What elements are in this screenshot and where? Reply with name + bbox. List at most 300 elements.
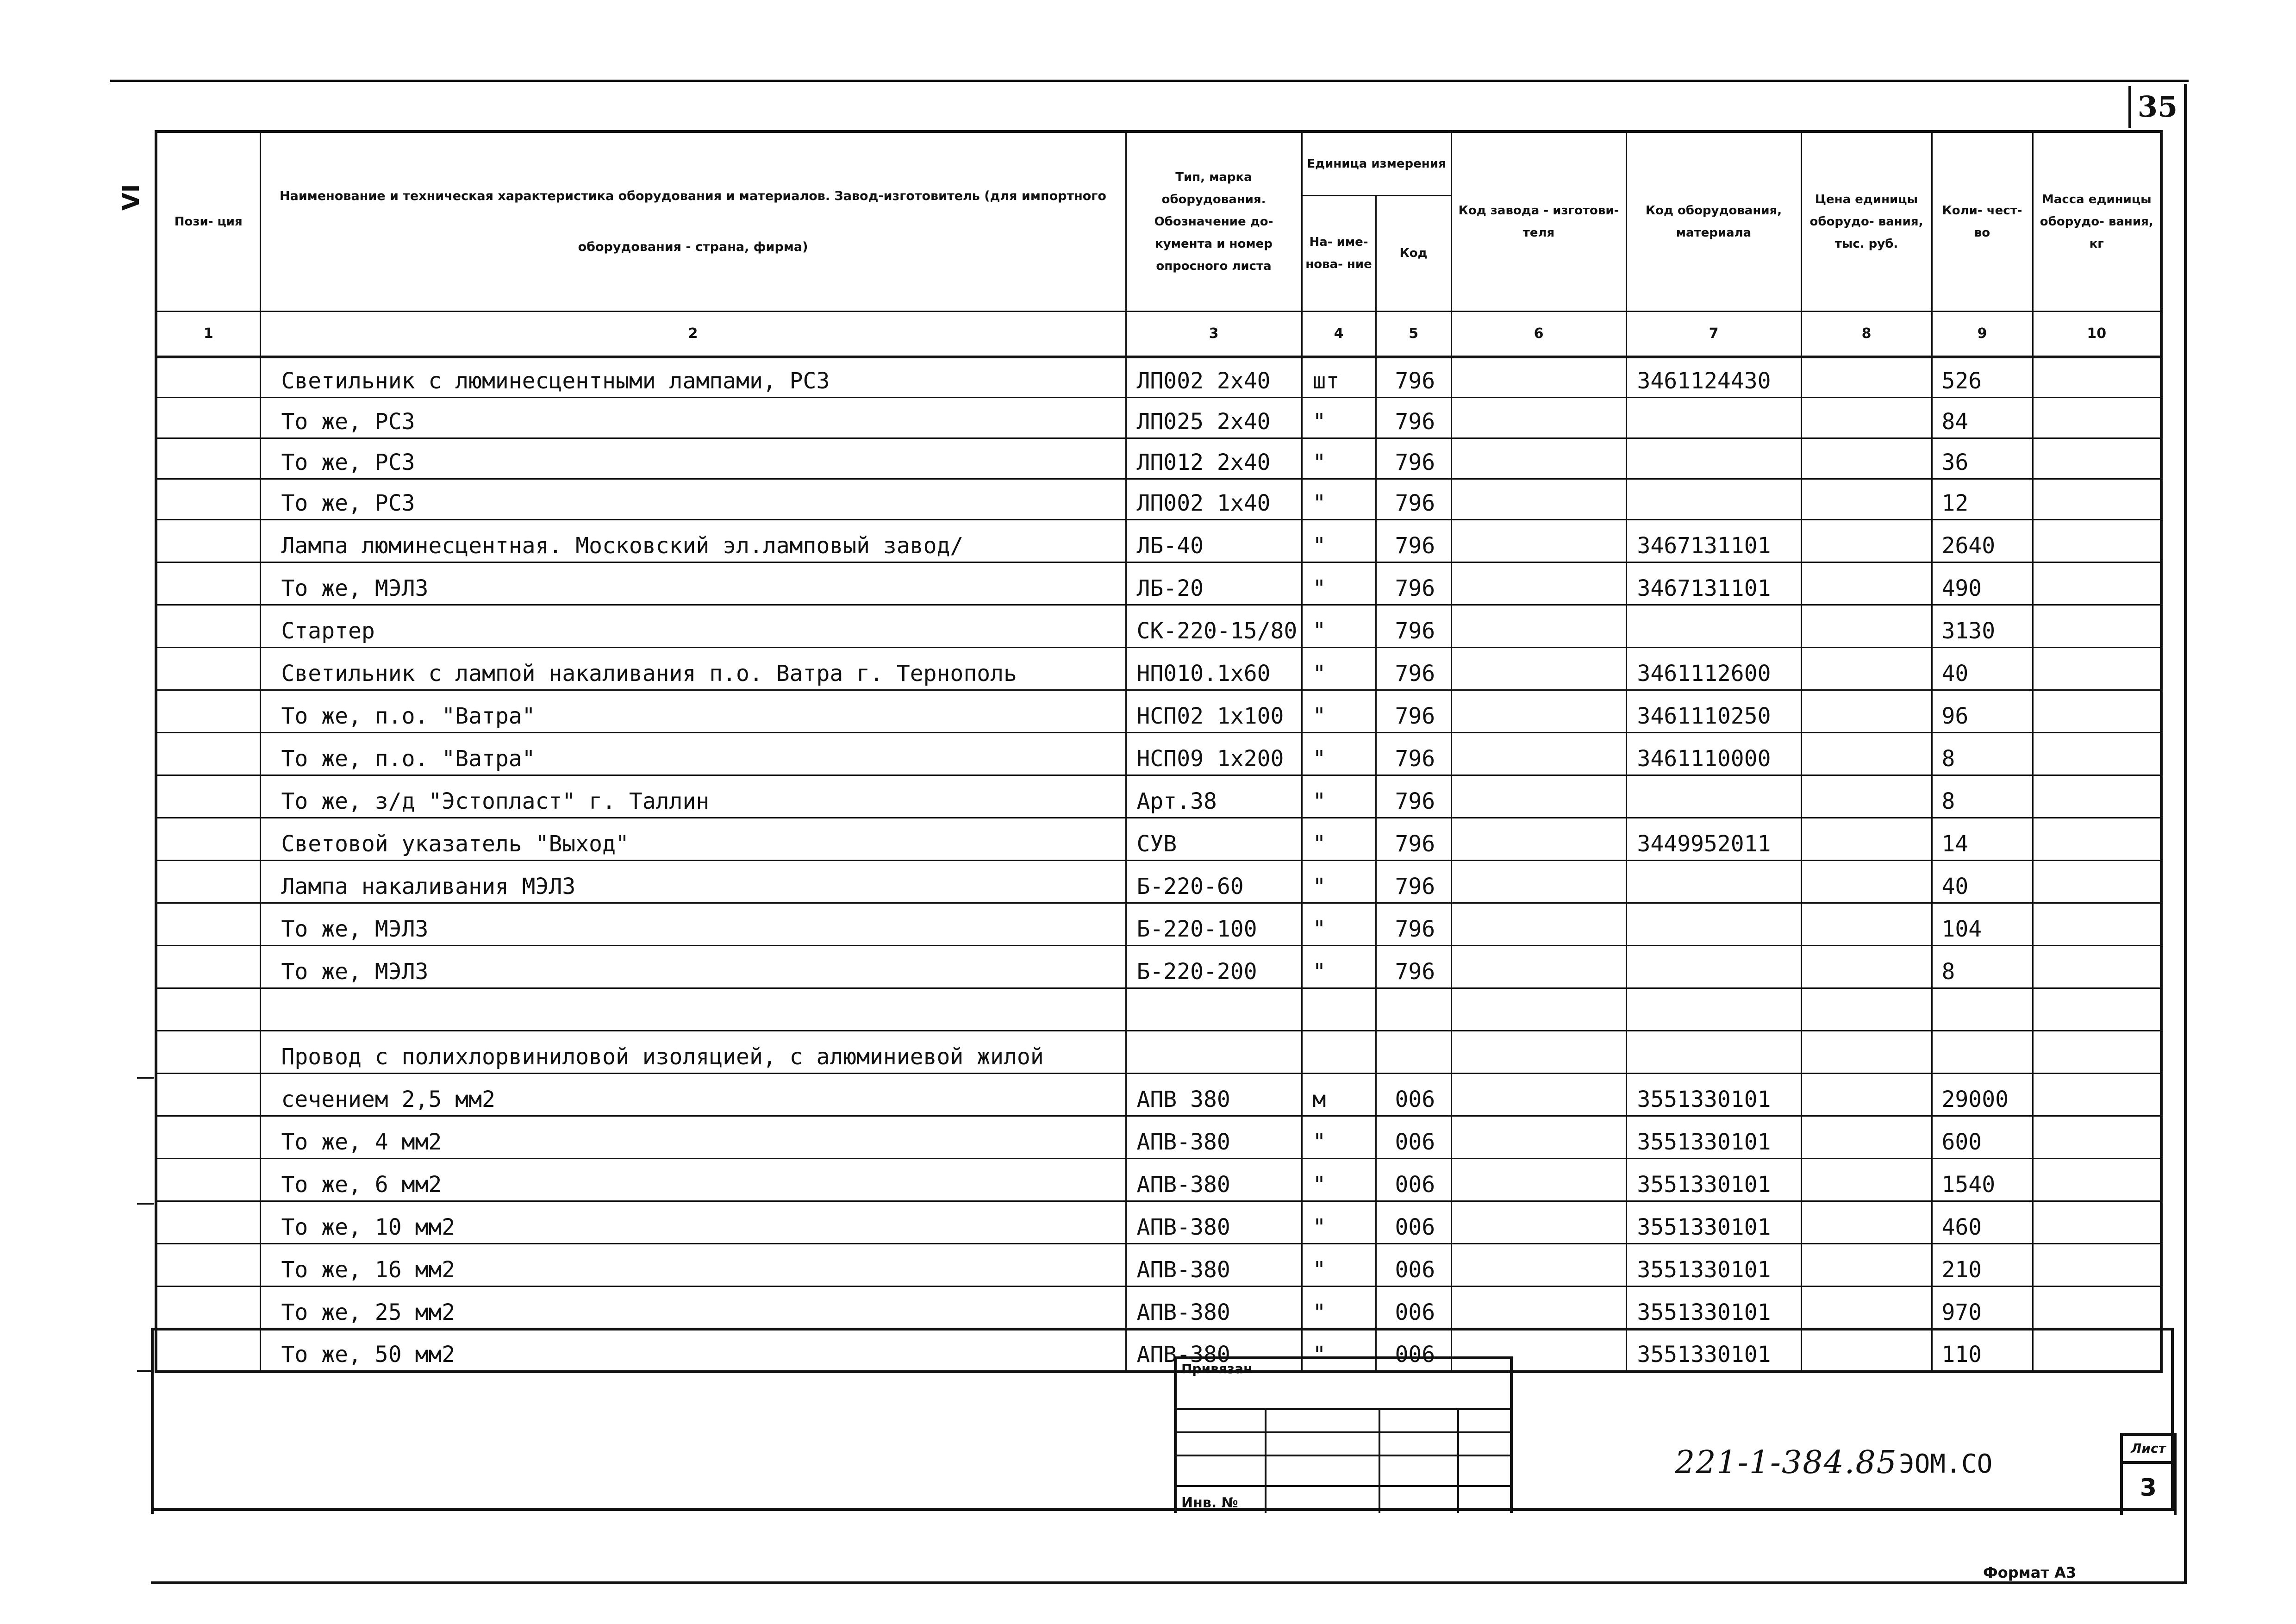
cell-name: Светильник с люминесцентными лампами, РСЗ [260,357,1126,398]
cell-name: То же, п.о. "Ватра" [260,690,1126,733]
stamp-line [1457,1408,1459,1513]
cell-equipment-code [1626,988,1801,1031]
cell-quantity [1932,988,2033,1031]
cell-mass [2033,1287,2161,1329]
cell-type: АПВ-380 [1126,1159,1302,1201]
cell-unit-name: " [1302,903,1376,946]
cell-equipment-code: 3551330101 [1626,1287,1801,1329]
cell-quantity: 600 [1932,1116,2033,1159]
cell-price [1801,605,1932,648]
cell-price [1801,946,1932,988]
table-row [156,775,2161,818]
cell-unit-name: " [1302,520,1376,562]
sheet-number-box [2120,1433,2177,1515]
cell-position [156,398,260,438]
cell-equipment-code: 3551330101 [1626,1201,1801,1244]
cell-unit-code: 796 [1376,733,1451,775]
cell-unit-code: 796 [1376,818,1451,861]
cell-quantity: 526 [1932,357,2033,398]
header-unit-group: Единица измерения [1302,131,1451,195]
cell-mass [2033,818,2161,861]
cell-position [156,562,260,605]
cell-unit-code [1376,1031,1451,1074]
frame-bottom-line [151,1508,2174,1511]
cell-type: СУВ [1126,818,1302,861]
cell-position [156,1074,260,1116]
format-label: Формат А3 [1983,1564,2077,1581]
table-row [156,1244,2161,1287]
cell-factory-code [1451,733,1626,775]
cell-name: То же, МЭЛЗ [260,903,1126,946]
column-number: 2 [260,311,1126,357]
cell-type: НСП09 1х200 [1126,733,1302,775]
cell-mass [2033,1329,2161,1372]
cell-equipment-code: 3467131101 [1626,520,1801,562]
cell-mass [2033,690,2161,733]
cell-quantity: 40 [1932,861,2033,903]
cell-price [1801,648,1932,690]
cell-mass [2033,438,2161,479]
cell-unit-name: " [1302,479,1376,520]
cell-factory-code [1451,357,1626,398]
cell-equipment-code [1626,479,1801,520]
right-border-line [2184,84,2187,1584]
cell-quantity: 970 [1932,1287,2033,1329]
cell-mass [2033,398,2161,438]
cell-unit-name: " [1302,690,1376,733]
cell-factory-code [1451,605,1626,648]
cell-unit-name [1302,1031,1376,1074]
cell-price [1801,1159,1932,1201]
top-border-line [110,80,2189,82]
cell-name: То же, РСЗ [260,479,1126,520]
cell-equipment-code: 3467131101 [1626,562,1801,605]
header-name: Наименование и техническая характеристика оборудования и материалов. Завод-изготовитель (для импортного оборудования - страна, фирма) [260,131,1126,311]
cell-unit-name: " [1302,1159,1376,1201]
cell-mass [2033,1201,2161,1244]
cell-name: То же, 25 мм2 [260,1287,1126,1329]
cell-name: То же, МЭЛЗ [260,946,1126,988]
cell-unit-code: 796 [1376,946,1451,988]
inventory-label: Инв. № [1181,1495,1238,1511]
stamp-line [1265,1408,1267,1513]
cell-price [1801,479,1932,520]
cell-unit-name: " [1302,605,1376,648]
cell-unit-code: 796 [1376,398,1451,438]
margin-tick [137,1370,154,1372]
cell-unit-code: 796 [1376,648,1451,690]
cell-unit-name: " [1302,946,1376,988]
cell-name: То же, 4 мм2 [260,1116,1126,1159]
table-row [156,648,2161,690]
cell-position [156,988,260,1031]
cell-quantity: 8 [1932,733,2033,775]
cell-mass [2033,520,2161,562]
column-number: 9 [1932,311,2033,357]
header-quantity: Коли- чест- во [1932,131,2033,311]
table-row [156,861,2161,903]
cell-type: Б-220-200 [1126,946,1302,988]
cell-equipment-code [1626,438,1801,479]
cell-mass [2033,988,2161,1031]
column-number: 1 [156,311,260,357]
cell-price [1801,438,1932,479]
table-row [156,1201,2161,1244]
cell-quantity: 8 [1932,946,2033,988]
cell-unit-name: " [1302,1201,1376,1244]
cell-type: ЛП012 2х40 [1126,438,1302,479]
side-mark: VI [118,184,144,211]
cell-unit-name: " [1302,1329,1376,1372]
margin-tick [137,1077,154,1079]
cell-unit-code: 796 [1376,357,1451,398]
cell-name: То же, МЭЛЗ [260,562,1126,605]
cell-price [1801,357,1932,398]
cell-name: Световой указатель "Выход" [260,818,1126,861]
cell-type [1126,1031,1302,1074]
column-number: 7 [1626,311,1801,357]
cell-type: ЛП002 2х40 [1126,357,1302,398]
cell-quantity: 2640 [1932,520,2033,562]
cell-unit-name: " [1302,775,1376,818]
cell-price [1801,1244,1932,1287]
header-factory-code: Код завода - изготови- теля [1451,131,1626,311]
cell-price [1801,520,1932,562]
cell-mass [2033,1159,2161,1201]
cell-equipment-code [1626,605,1801,648]
cell-quantity: 12 [1932,479,2033,520]
cell-equipment-code: 3551330101 [1626,1159,1801,1201]
cell-quantity: 210 [1932,1244,2033,1287]
cell-name: Светильник с лампой накаливания п.о. Ватра г. Тернополь [260,648,1126,690]
cell-unit-code: 006 [1376,1329,1451,1372]
cell-position [156,520,260,562]
cell-type: СК-220-15/80 [1126,605,1302,648]
cell-quantity: 40 [1932,648,2033,690]
cell-unit-code: 796 [1376,861,1451,903]
stamp-line [1177,1431,1510,1433]
cell-price [1801,903,1932,946]
column-number: 3 [1126,311,1302,357]
stamp-line [1379,1408,1380,1513]
cell-name: Лампа люминесцентная. Московский эл.ламповый завод/ [260,520,1126,562]
margin-tick [137,1203,154,1205]
cell-position [156,1244,260,1287]
cell-mass [2033,357,2161,398]
cell-equipment-code: 3551330101 [1626,1244,1801,1287]
cell-unit-name: " [1302,1287,1376,1329]
cell-factory-code [1451,438,1626,479]
column-number-row [156,311,2161,357]
cell-unit-code: 796 [1376,775,1451,818]
table-row [156,438,2161,479]
table-row [156,733,2161,775]
cell-price [1801,1201,1932,1244]
cell-unit-code: 796 [1376,520,1451,562]
cell-mass [2033,605,2161,648]
table-row [156,690,2161,733]
cell-quantity: 110 [1932,1329,2033,1372]
cell-factory-code [1451,1287,1626,1329]
cell-type: ЛБ-40 [1126,520,1302,562]
table-row [156,1074,2161,1116]
cell-mass [2033,775,2161,818]
cell-factory-code [1451,1116,1626,1159]
cell-factory-code [1451,398,1626,438]
table-row [156,520,2161,562]
cell-unit-name: " [1302,438,1376,479]
cell-type: НСП02 1х100 [1126,690,1302,733]
cell-position [156,648,260,690]
cell-factory-code [1451,479,1626,520]
left-frame-line [151,1329,154,1514]
cell-price [1801,1116,1932,1159]
cell-equipment-code: 3461124430 [1626,357,1801,398]
cell-name: Лампа накаливания МЭЛЗ [260,861,1126,903]
cell-price [1801,1287,1932,1329]
cell-type: АПВ-380 [1126,1329,1302,1372]
cell-factory-code [1451,988,1626,1031]
cell-quantity: 460 [1932,1201,2033,1244]
cell-unit-name: " [1302,1116,1376,1159]
cell-equipment-code [1626,775,1801,818]
cell-equipment-code [1626,946,1801,988]
cell-unit-code: 796 [1376,903,1451,946]
cell-price [1801,988,1932,1031]
cell-position [156,775,260,818]
cell-unit-code: 796 [1376,479,1451,520]
cell-equipment-code [1626,861,1801,903]
cell-name: То же, п.о. "Ватра" [260,733,1126,775]
cell-quantity: 490 [1932,562,2033,605]
cell-mass [2033,861,2161,903]
cell-quantity [1932,1031,2033,1074]
sheet-label: Лист [2123,1436,2174,1464]
cell-quantity: 3130 [1932,605,2033,648]
column-number: 10 [2033,311,2161,357]
cell-quantity: 96 [1932,690,2033,733]
cell-quantity: 36 [1932,438,2033,479]
table-row [156,479,2161,520]
cell-factory-code [1451,562,1626,605]
cell-position [156,357,260,398]
cell-type: Арт.38 [1126,775,1302,818]
cell-quantity: 104 [1932,903,2033,946]
cell-position [156,1031,260,1074]
cell-equipment-code: 3449952011 [1626,818,1801,861]
cell-type: АПВ-380 [1126,1116,1302,1159]
cell-factory-code [1451,861,1626,903]
cell-name: Стартер [260,605,1126,648]
cell-unit-name: м [1302,1074,1376,1116]
cell-position [156,1116,260,1159]
cell-mass [2033,903,2161,946]
cell-position [156,861,260,903]
cell-unit-code: 006 [1376,1201,1451,1244]
cell-factory-code [1451,946,1626,988]
table-row [156,562,2161,605]
cell-position [156,1329,260,1372]
cell-unit-code: 006 [1376,1159,1451,1201]
cell-unit-code: 796 [1376,605,1451,648]
cell-position [156,946,260,988]
cell-position [156,690,260,733]
cell-position [156,818,260,861]
cell-equipment-code: 3461110250 [1626,690,1801,733]
cell-type [1126,988,1302,1031]
column-number: 8 [1801,311,1932,357]
cell-quantity: 84 [1932,398,2033,438]
cell-position [156,903,260,946]
cell-unit-name: " [1302,818,1376,861]
specification-table [155,130,2163,1373]
cell-factory-code [1451,1074,1626,1116]
bottom-border-line [151,1581,2187,1584]
column-number: 6 [1451,311,1626,357]
table-row [156,1287,2161,1329]
cell-unit-name [1302,988,1376,1031]
cell-equipment-code: 3551330101 [1626,1329,1801,1372]
cell-name: сечением 2,5 мм2 [260,1074,1126,1116]
document-code: 221-1-384.85 [1675,1444,1897,1481]
cell-type: АПВ-380 [1126,1244,1302,1287]
cell-equipment-code [1626,398,1801,438]
cell-type: НП010.1х60 [1126,648,1302,690]
cell-equipment-code [1626,1031,1801,1074]
cell-type: ЛБ-20 [1126,562,1302,605]
cell-type: АПВ-380 [1126,1287,1302,1329]
header-unit-name: На- име- нова- ние [1302,195,1376,311]
cell-name [260,988,1126,1031]
stamp-line [1177,1485,1510,1487]
cell-factory-code [1451,520,1626,562]
column-number: 4 [1302,311,1376,357]
cell-unit-code: 796 [1376,438,1451,479]
stamp-line [1177,1455,1510,1456]
cell-unit-code: 006 [1376,1244,1451,1287]
cell-equipment-code: 3461112600 [1626,648,1801,690]
cell-name: То же, 16 мм2 [260,1244,1126,1287]
cell-unit-code: 006 [1376,1287,1451,1329]
cell-factory-code [1451,1201,1626,1244]
cell-mass [2033,648,2161,690]
cell-unit-name: " [1302,398,1376,438]
cell-type: Б-220-100 [1126,903,1302,946]
cell-type: Б-220-60 [1126,861,1302,903]
cell-price [1801,1074,1932,1116]
header-position: Пози- ция [156,131,260,311]
cell-equipment-code [1626,903,1801,946]
cell-name: То же, 10 мм2 [260,1201,1126,1244]
cell-quantity: 8 [1932,775,2033,818]
table-row [156,398,2161,438]
cell-price [1801,775,1932,818]
cell-price [1801,861,1932,903]
table-row [156,946,2161,988]
cell-position [156,1287,260,1329]
cell-price [1801,818,1932,861]
table-row [156,357,2161,398]
cell-position [156,733,260,775]
cell-factory-code [1451,648,1626,690]
sheet-value: 3 [2140,1474,2157,1502]
cell-price [1801,398,1932,438]
cell-type: ЛП002 1х40 [1126,479,1302,520]
cell-factory-code [1451,1244,1626,1287]
table-row [156,605,2161,648]
cell-type: ЛП025 2х40 [1126,398,1302,438]
cell-name: То же, РСЗ [260,438,1126,479]
cell-equipment-code: 3461110000 [1626,733,1801,775]
cell-position [156,1201,260,1244]
cell-position [156,479,260,520]
stamp-line [1177,1408,1510,1410]
cell-unit-name: " [1302,1244,1376,1287]
cell-price [1801,690,1932,733]
header-unit-code: Код [1376,195,1451,311]
attached-stamp-block [1174,1356,1513,1513]
cell-name: Провод с полихлорвиниловой изоляцией, с алюминиевой жилой [260,1031,1126,1074]
cell-position [156,605,260,648]
cell-equipment-code: 3551330101 [1626,1074,1801,1116]
header-type: Тип, марка оборудования. Обозначение до- кумента и номер опросного листа [1126,131,1302,311]
cell-price [1801,562,1932,605]
table-row [156,903,2161,946]
cell-unit-name: " [1302,648,1376,690]
header-mass: Масса единицы оборудо- вания, кг [2033,131,2161,311]
cell-unit-name: " [1302,861,1376,903]
cell-type: АПВ 380 [1126,1074,1302,1116]
table-row [156,1116,2161,1159]
cell-unit-name: шт [1302,357,1376,398]
cell-factory-code [1451,1031,1626,1074]
cell-type: АПВ-380 [1126,1201,1302,1244]
cell-factory-code [1451,818,1626,861]
cell-mass [2033,1031,2161,1074]
cell-factory-code [1451,690,1626,733]
cell-quantity: 14 [1932,818,2033,861]
cell-mass [2033,1074,2161,1116]
cell-factory-code [1451,1159,1626,1201]
header-price: Цена единицы оборудо- вания, тыс. руб. [1801,131,1932,311]
cell-name: То же, 6 мм2 [260,1159,1126,1201]
cell-unit-code: 006 [1376,1116,1451,1159]
cell-name: То же, 50 мм2 [260,1329,1126,1372]
cell-price [1801,1031,1932,1074]
cell-quantity: 1540 [1932,1159,2033,1201]
cell-unit-code: 796 [1376,690,1451,733]
cell-factory-code [1451,775,1626,818]
cell-unit-name: " [1302,733,1376,775]
cell-unit-code: 796 [1376,562,1451,605]
column-number: 5 [1376,311,1451,357]
cell-mass [2033,1116,2161,1159]
page-number: 35 [2128,86,2184,128]
cell-mass [2033,562,2161,605]
cell-factory-code [1451,903,1626,946]
attached-label: Привязан [1181,1361,1253,1376]
cell-mass [2033,1244,2161,1287]
table-row [156,988,2161,1031]
cell-position [156,438,260,479]
cell-unit-name: " [1302,562,1376,605]
table-row [156,818,2161,861]
cell-name: То же, з/д "Эстопласт" г. Таллин [260,775,1126,818]
table-row [156,1329,2161,1372]
header-equipment-code: Код оборудования, материала [1626,131,1801,311]
cell-mass [2033,733,2161,775]
cell-quantity: 29000 [1932,1074,2033,1116]
